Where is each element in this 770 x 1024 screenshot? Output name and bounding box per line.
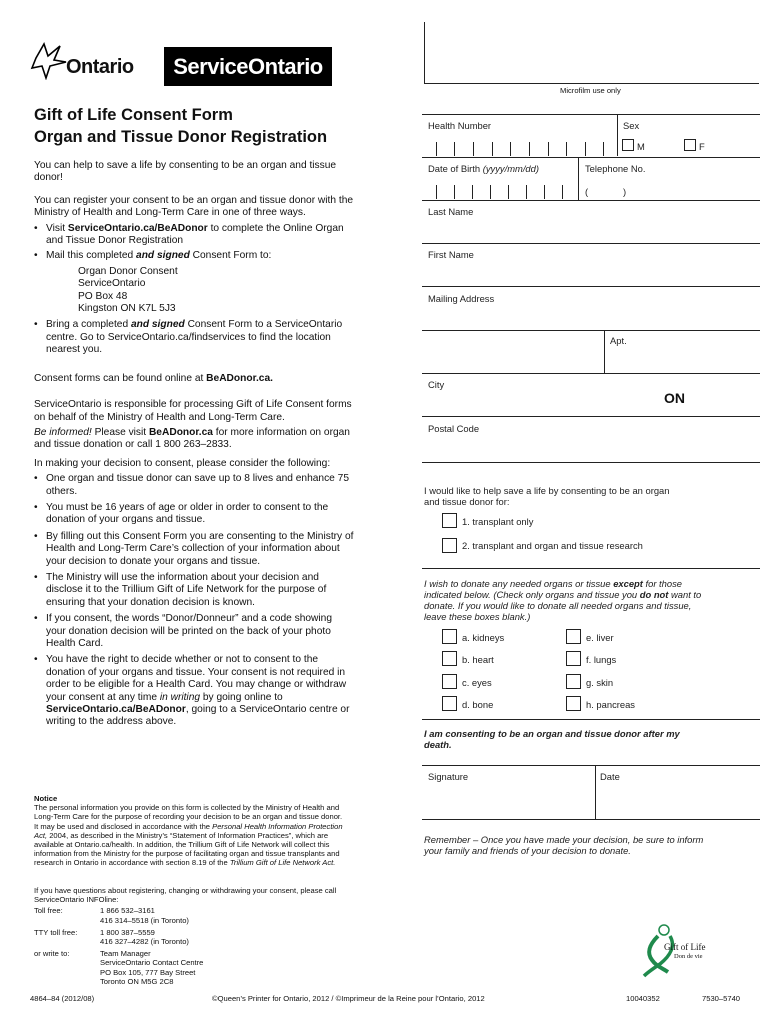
- privacy-notice: Notice The personal information you provide on this form is collected by the Ministry of Health and Long-Term Care for the purpose of recording your decision to be an organ and tissue donor. It may be used and disclosed in accordance with the Personal Health Information Protection Act, 2004, as described in the Ministry’s “Statement of Information Practices”, which are available at Ontario.ca/health. In addition, the Trillium Gift of Life Network will collect this information from the Ministry for the purpose of facilitating organ and tissue transplants and research in Ontario in accordance with section 8.19 of the Trillium Gift of Life Network Act.: [34, 794, 346, 868]
- apt-field[interactable]: [605, 347, 760, 371]
- form-number: 4864–84 (2012/08): [30, 994, 95, 1003]
- date-label: Date: [600, 771, 620, 782]
- transplant-research-checkbox[interactable]: [442, 538, 457, 553]
- telephone-label: Telephone No.: [585, 163, 646, 174]
- decision-text: In making your decision to consent, please consider the following:: [34, 457, 331, 469]
- responsible-text: ServiceOntario is responsible for processing Gift of Life Consent forms on behalf of the Ministry of Health and Long-Term Care.: [34, 399, 352, 423]
- dob-field[interactable]: [422, 183, 578, 199]
- notice-title: Notice: [34, 794, 58, 803]
- page-title: Gift of Life Consent Form: [34, 106, 233, 124]
- point-5: • If you consent, the words “Donor/Donneur” and a code showing your donation decision will be printed on the back of your photo Health Card.: [34, 613, 354, 650]
- last-name-label: Last Name: [428, 206, 474, 217]
- health-number-label: Health Number: [428, 120, 492, 131]
- transplant-only-label: 1. transplant only: [462, 516, 534, 527]
- don-de-vie-text: Don de vie: [674, 953, 703, 960]
- gift-of-life-logo: [640, 922, 720, 978]
- microfilm-label: Microfilm use only: [560, 86, 621, 95]
- first-name-label: First Name: [428, 249, 474, 260]
- first-name-field[interactable]: [422, 261, 760, 285]
- way-mail: • Mail this completed and signed Consent Form to:: [34, 250, 354, 262]
- gift-of-life-text: Gift of Life: [664, 942, 706, 952]
- write-label: or write to:: [34, 949, 70, 959]
- trillium-icon: [30, 40, 68, 80]
- informed-text: Be informed! Please visit BeADonor.ca for more information on organ and tissue donation or call 1 800 263–2833.: [34, 426, 350, 451]
- point-3: • By filling out this Consent Form you are consenting to the Ministry of Health and Long-Term Care’s collection of your information about your decision to donate your organs and tissue.: [34, 531, 354, 568]
- postal-code-field[interactable]: [422, 436, 760, 460]
- date-field[interactable]: [596, 784, 760, 818]
- transplant-only-checkbox[interactable]: [442, 513, 457, 528]
- heart-checkbox[interactable]: [442, 651, 457, 666]
- kidneys-label: a. kidneys: [462, 632, 505, 643]
- consenting-statement: I am consenting to be an organ and tissue donor after my death.: [424, 728, 680, 750]
- skin-label: g. skin: [586, 677, 614, 688]
- eyes-checkbox[interactable]: [442, 674, 457, 689]
- online-link[interactable]: ServiceOntario.ca/BeADonor: [67, 222, 208, 234]
- last-name-field[interactable]: [422, 218, 760, 242]
- health-number-field[interactable]: [422, 140, 617, 156]
- lungs-checkbox[interactable]: [566, 651, 581, 666]
- footer: [30, 994, 750, 1006]
- city-field[interactable]: [422, 391, 642, 415]
- dob-label: Date of Birth (yyyy/mm/dd): [428, 163, 539, 174]
- intro-text: You can help to save a life by consenting to be an organ and tissue donor!: [34, 160, 337, 184]
- telephone-field[interactable]: ( ): [585, 186, 627, 197]
- kidneys-checkbox[interactable]: [442, 629, 457, 644]
- remember-note: Remember – Once you have made your decision, be sure to inform your family and friends of your decision to donate.: [424, 834, 704, 856]
- lungs-label: f. lungs: [586, 654, 617, 665]
- bone-checkbox[interactable]: [442, 696, 457, 711]
- form-code-2: 7530–5740: [702, 994, 741, 1003]
- ontario-logo: [30, 40, 140, 82]
- skin-checkbox[interactable]: [566, 674, 581, 689]
- ontario-wordmark: Ontario: [66, 56, 134, 78]
- point-4: • The Ministry will use the information about your decision and disclose it to the Trillium Gift of Life Network for the purpose of ensuring that your donation decision is known.: [34, 572, 354, 609]
- questions-text: If you have questions about registering, changing or withdrawing your consent, please call ServiceOntario INFOline:: [34, 886, 337, 905]
- mailing-address-field[interactable]: [422, 305, 760, 329]
- except-instructions: I wish to donate any needed organs or tissue except for those indicated below. (Check only organs and tissue you do not want to donate. If you would like to donate all needed organs and tissue, leave these boxes blank.): [424, 578, 702, 622]
- contact-info: If you have questions about registering, changing or withdrawing your consent, please call ServiceOntario INFOline: Toll free: 1 866 532–3161 416 314–5518 (in Toronto) TTY toll free: 1 800 387–5559 416 327–4282 (in Toronto) or write to: Team Manager ServiceOntario Contact Centre PO Box 105, 777 Bay Street Toronto ON M5G 2C8: [34, 886, 364, 986]
- transplant-research-label: 2. transplant and organ and tissue research: [462, 540, 643, 551]
- left-column: [34, 160, 354, 729]
- bone-label: d. bone: [462, 699, 494, 710]
- consent-intro: I would like to help save a life by consenting to be an organ and tissue donor for:: [424, 485, 670, 507]
- sex-m-label: M: [637, 141, 645, 152]
- form-code-1: 10040352: [626, 994, 660, 1003]
- liver-checkbox[interactable]: [566, 629, 581, 644]
- province-value: ON: [664, 390, 685, 406]
- point-6: • You have the right to decide whether or not to consent to the donation of your organs and tissue. Your consent is not required in order to be eligible for a Health Card. You may change or withdraw your consent at any time in writing by going online to ServiceOntario.ca/BeADonor, going to a ServiceOntario centre or writing to the address above.: [34, 654, 354, 728]
- tollfree-label: Toll free:: [34, 906, 63, 916]
- page-subtitle: Organ and Tissue Donor Registration: [34, 128, 328, 146]
- eyes-label: c. eyes: [462, 677, 492, 688]
- serviceontario-logo: [164, 47, 332, 86]
- point-1: • One organ and tissue donor can save up to 8 lives and enhance 75 others.: [34, 473, 354, 498]
- sex-label: Sex: [623, 120, 640, 131]
- point-2: • You must be 16 years of age or older in order to consent to the donation of your organs and tissue.: [34, 502, 354, 527]
- tty-label: TTY toll free:: [34, 927, 78, 937]
- mail-address: Organ Donor Consent ServiceOntario PO Box 48 Kingston ON K7L 5J3: [78, 265, 178, 315]
- online-forms: Consent forms can be found online at BeADonor.ca.: [34, 372, 273, 384]
- apt-label: Apt.: [610, 335, 627, 346]
- copyright: ©Queen’s Printer for Ontario, 2012 / ©Imprimeur de la Reine pour l’Ontario, 2012: [212, 994, 485, 1003]
- mailing-address-label: Mailing Address: [428, 293, 495, 304]
- pancreas-label: h. pancreas: [586, 699, 635, 710]
- postal-code-label: Postal Code: [428, 423, 480, 434]
- sex-f-checkbox[interactable]: [684, 139, 696, 151]
- pancreas-checkbox[interactable]: [566, 696, 581, 711]
- sex-m-checkbox[interactable]: [622, 139, 634, 151]
- city-label: City: [428, 379, 445, 390]
- sex-f-label: F: [699, 141, 705, 152]
- heart-label: b. heart: [462, 654, 494, 665]
- liver-label: e. liver: [586, 632, 614, 643]
- serviceontario-wordmark: ServiceOntario: [173, 53, 323, 79]
- ways-text: You can register your consent to be an organ and tissue donor with the Ministry of Health and Long-Term Care in one of three ways.: [34, 194, 354, 219]
- way-in-person: • Bring a completed and signed Consent Form to a ServiceOntario centre. Go to ServiceOntario.ca/findservices to find the location nearest you.: [34, 319, 354, 356]
- signature-field[interactable]: [422, 784, 594, 818]
- signature-label: Signature: [428, 771, 469, 782]
- way-online: • Visit ServiceOntario.ca/BeADonor to complete the Online Organ and Tissue Donor Registration: [34, 223, 354, 248]
